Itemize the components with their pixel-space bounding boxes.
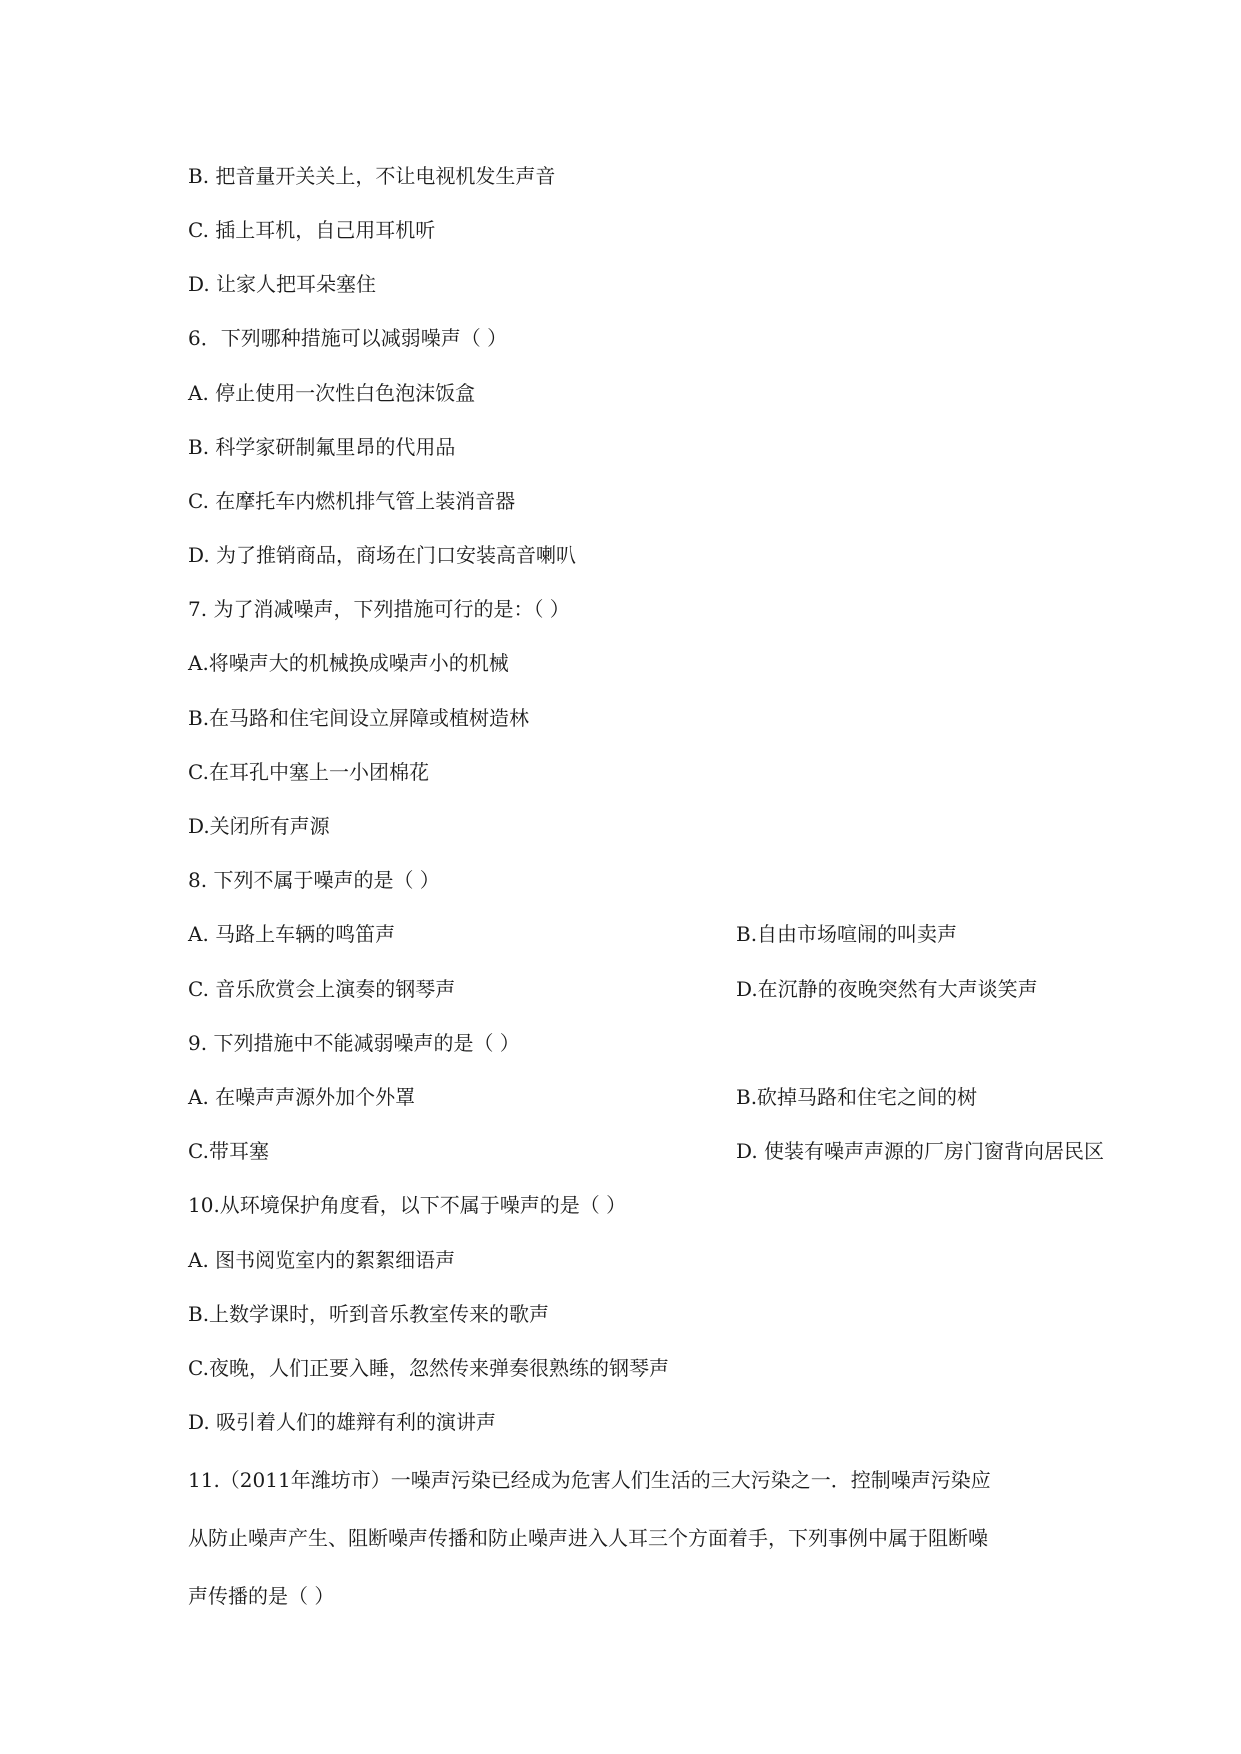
question-6: 6．下列哪种措施可以减弱噪声（ ）: [188, 326, 508, 350]
option-line: B. 把音量开关关上，不让电视机发生声音: [188, 164, 556, 188]
option-line: A. 图书阅览室内的絮絮细语声: [188, 1248, 456, 1272]
option-line: D.关闭所有声源: [188, 814, 330, 838]
option-line: C.在耳孔中塞上一小团棉花: [188, 760, 429, 784]
question-11-cont: 声传播的是（ ）: [188, 1584, 335, 1608]
option-line: C. 插上耳机，自己用耳机听: [188, 218, 436, 242]
question-9: 9. 下列措施中不能减弱噪声的是（ ）: [188, 1031, 520, 1055]
option-row: A. 马路上车辆的鸣笛声 B.自由市场喧闹的叫卖声: [188, 922, 958, 946]
question-8: 8. 下列不属于噪声的是（ ）: [188, 868, 440, 892]
option-line: B.在马路和住宅间设立屏障或植树造林: [188, 706, 530, 730]
question-10: 10.从环境保护角度看，以下不属于噪声的是（ ）: [188, 1193, 627, 1217]
option-row: C. 音乐欣赏会上演奏的钢琴声 D.在沉静的夜晚突然有大声谈笑声: [188, 977, 1038, 1001]
option-line: A. 停止使用一次性白色泡沫饭盒: [188, 381, 476, 405]
option-line: D. 让家人把耳朵塞住: [188, 272, 377, 296]
question-7: 7. 为了消减噪声，下列措施可行的是：（ ）: [188, 597, 570, 621]
question-11: 11.（2011年潍坊市）一噪声污染已经成为危害人们生活的三大污染之一．控制噪声污染应: [188, 1468, 991, 1492]
option-line: C. 在摩托车内燃机排气管上装消音器: [188, 489, 516, 513]
option-line: C.夜晚，人们正要入睡，忽然传来弹奏很熟练的钢琴声: [188, 1356, 669, 1380]
option-line: B.上数学课时，听到音乐教室传来的歌声: [188, 1302, 550, 1326]
option-line: A.将噪声大的机械换成噪声小的机械: [188, 651, 509, 675]
option-row: C.带耳塞 D. 使装有噪声声源的厂房门窗背向居民区: [188, 1139, 1105, 1163]
option-line: B. 科学家研制氟里昂的代用品: [188, 435, 456, 459]
option-line: D. 吸引着人们的雄辩有利的演讲声: [188, 1410, 497, 1434]
question-11-cont: 从防止噪声产生、阻断噪声传播和防止噪声进入人耳三个方面着手，下列事例中属于阻断噪: [188, 1526, 988, 1550]
option-line: D. 为了推销商品，商场在门口安装高音喇叭: [188, 543, 577, 567]
option-row: A. 在噪声声源外加个外罩 B.砍掉马路和住宅之间的树: [188, 1085, 978, 1109]
